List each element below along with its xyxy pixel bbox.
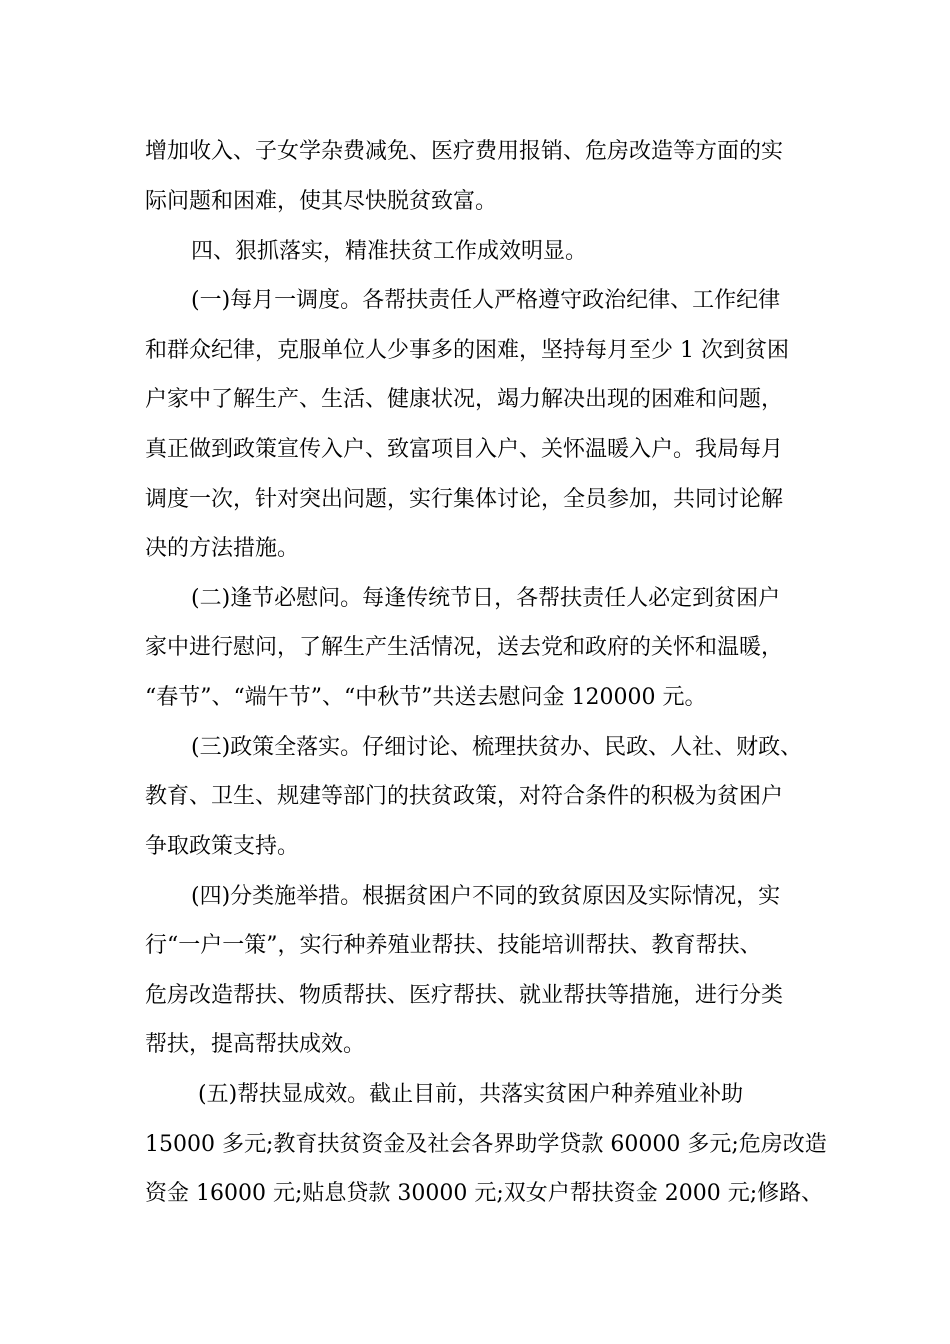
text-line: (二)逢节必慰问。每逢传统节日，各帮扶责任人必定到贫困户 bbox=[191, 586, 781, 611]
text-line: “春节”、“端午节”、“中秋节”共送去慰问金 120000 元。 bbox=[145, 685, 707, 710]
text-line: (五)帮扶显成效。截止目前，共落实贫困户种养殖业补助 bbox=[198, 1082, 744, 1107]
text-line: 家中进行慰问，了解生产生活情况，送去党和政府的关怀和温暖， bbox=[145, 635, 784, 660]
text-line: 调度一次，针对突出问题，实行集体讨论，全员参加，共同讨论解 bbox=[145, 487, 784, 512]
text-line: (四)分类施举措。根据贫困户不同的致贫原因及实际情况，实 bbox=[191, 884, 781, 909]
text-line: (一)每月一调度。各帮扶责任人严格遵守政治纪律、工作纪律 bbox=[191, 288, 781, 313]
text-line: 资金 16000 元;贴息贷款 30000 元;双女户帮扶资金 2000 元;修路、 bbox=[145, 1181, 824, 1206]
text-line: 增加收入、子女学杂费减免、医疗费用报销、危房改造等方面的实 bbox=[145, 139, 784, 164]
text-line: 行“一户一策”，实行种养殖业帮扶、技能培训帮扶、教育帮扶、 bbox=[145, 933, 762, 958]
text-line: 户家中了解生产、生活、健康状况，竭力解决出现的困难和问题， bbox=[145, 387, 784, 412]
text-line: 帮扶，提高帮扶成效。 bbox=[145, 1032, 366, 1057]
section-heading: 四、狠抓落实，精准扶贫工作成效明显。 bbox=[191, 239, 588, 264]
text-line: 决的方法措施。 bbox=[145, 536, 300, 561]
text-line: 15000 多元;教育扶贫资金及社会各界助学贷款 60000 多元;危房改造 bbox=[145, 1132, 827, 1157]
text-line: 际问题和困难，使其尽快脱贫致富。 bbox=[145, 189, 498, 214]
text-line: 和群众纪律，克服单位人少事多的困难，坚持每月至少 1 次到贫困 bbox=[145, 338, 789, 363]
text-line: (三)政策全落实。仔细讨论、梳理扶贫办、民政、人社、财政、 bbox=[191, 735, 803, 760]
text-line: 教育、卫生、规建等部门的扶贫政策，对符合条件的积极为贫困户 bbox=[145, 784, 784, 809]
text-line: 真正做到政策宣传入户、致富项目入户、关怀温暖入户。我局每月 bbox=[145, 437, 784, 462]
text-line: 争取政策支持。 bbox=[145, 834, 300, 859]
text-line: 危房改造帮扶、物质帮扶、医疗帮扶、就业帮扶等措施，进行分类 bbox=[145, 983, 784, 1008]
